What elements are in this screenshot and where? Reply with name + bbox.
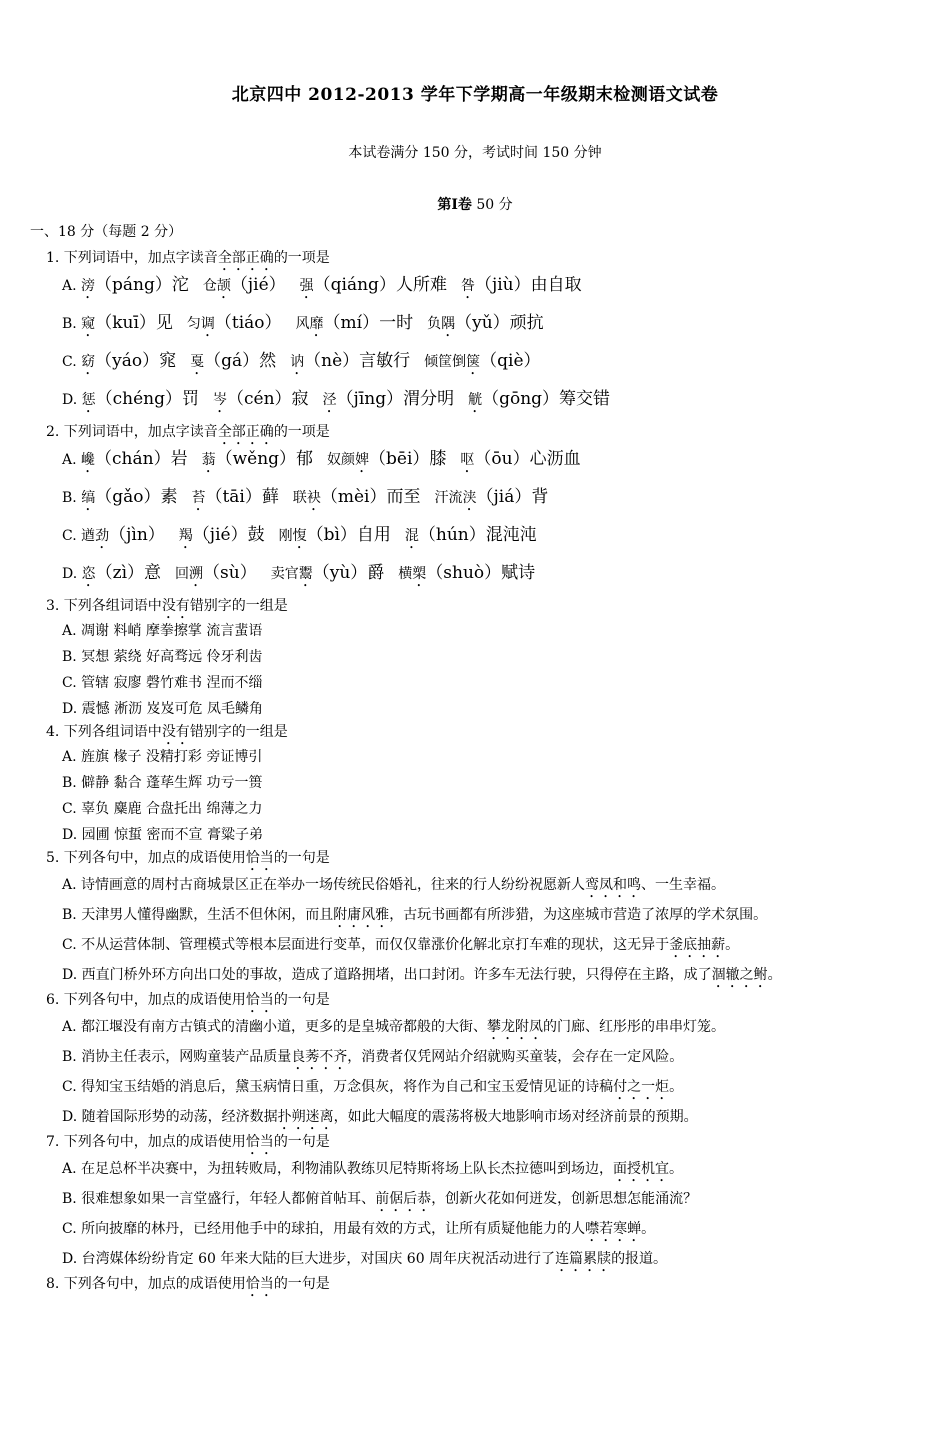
question-5-option-b: B. 天津男人懂得幽默，生活不但休闲，而且附庸风雅，古玩书画都有所涉猎，为这座城市营造了浓厚的学术氛围。: [62, 907, 768, 923]
question-4-stem: 4. 下列各组词语中没有错别字的一组是: [46, 724, 288, 740]
question-4-option-d: D. 园圃 惊蜇 密而不宣 膏粱子弟: [62, 827, 263, 843]
question-1-option-d: D. 惩（chéng）罚 岑（cén）寂 泾（jīng）渭分明 觥（gōng）筹交错: [62, 389, 611, 409]
question-1-option-c: C. 窈（yáo）窕 戛（gá）然 讷（nè）言敏行 倾筐倒箧（qiè）: [62, 351, 541, 371]
question-2-option-b: B. 缟（gǎo）素 苔（tāi）藓 联袂（mèi）而至 汗流浃（jiá）背: [62, 487, 549, 507]
question-6-stem: 6. 下列各句中，加点的成语使用恰当的一句是: [46, 992, 330, 1008]
question-5-stem: 5. 下列各句中，加点的成语使用恰当的一句是: [46, 850, 330, 866]
question-5-option-d: D. 西直门桥外环方向出口处的事故，造成了道路拥堵，出口封闭。许多车无法行驶，只得停在主路，成了涸辙之鲋。: [62, 967, 782, 983]
question-2-option-c: C. 遒劲（jìn） 羯（jié）鼓 刚愎（bì）自用 混（hún）混沌沌: [62, 525, 537, 545]
question-8-stem: 8. 下列各句中，加点的成语使用恰当的一句是: [46, 1276, 330, 1292]
question-3-option-a: A. 凋谢 料峭 摩拳擦掌 流言蜚语: [62, 623, 263, 639]
question-4-option-a: A. 旌旗 椽子 没精打彩 旁证博引: [62, 749, 263, 765]
question-4-option-c: C. 辜负 麋鹿 合盘托出 绵薄之力: [62, 801, 263, 817]
question-2-stem: 2. 下列词语中，加点字读音全部正确的一项是: [46, 424, 330, 440]
question-3-option-b: B. 冥想 萦绕 好高骛远 伶牙利齿: [62, 649, 263, 665]
question-1-option-a: A. 滂（páng）沱 仓颉（jié） 强（qiáng）人所难 咎（jiù）由自取: [62, 275, 582, 295]
question-6-option-c: C. 得知宝玉结婚的消息后，黛玉病情日重，万念俱灰，将作为自己和宝玉爱情见证的诗稿付之一炬。: [62, 1079, 684, 1095]
question-7-stem: 7. 下列各句中，加点的成语使用恰当的一句是: [46, 1134, 330, 1150]
question-5-option-c: C. 不从运营体制、管理模式等根本层面进行变革，而仅仅靠涨价化解北京打车难的现状，这无异于釜底抽薪。: [62, 937, 740, 953]
question-6-option-b: B. 消协主任表示，网购童装产品质量良莠不齐，消费者仅凭网站介绍就购买童装，会存在一定风险。: [62, 1049, 684, 1065]
question-6-option-a: A. 都江堰没有南方古镇式的清幽小道，更多的是皇城帝都般的大街、攀龙附凤的门廊、红彤彤的串串灯笼。: [62, 1019, 726, 1035]
question-1-option-b: B. 窥（kuī）见 匀调（tiáo） 风靡（mí）一时 负隅（yǔ）顽抗: [62, 313, 544, 333]
part-heading: [0, 194, 950, 214]
question-2-option-d: D. 恣（zì）意 回溯（sù） 卖官鬻（yù）爵 横槊（shuò）赋诗: [62, 563, 536, 583]
question-1-stem: 1. 下列词语中，加点字读音全部正确的一项是: [46, 250, 330, 266]
question-7-option-d: D. 台湾媒体纷纷肯定 60 年来大陆的巨大进步，对国庆 60 周年庆祝活动进行了连篇累牍的报道。: [62, 1251, 668, 1267]
section-heading: 一、18 分（每题 2 分）: [30, 224, 183, 240]
question-5-option-a: A. 诗情画意的周村古商城景区正在举办一场传统民俗婚礼，往来的行人纷纷祝愿新人鸾凤和鸣、一生幸福。: [62, 877, 726, 893]
question-3-option-d: D. 震憾 淅沥 岌岌可危 凤毛鳞角: [62, 701, 263, 717]
part-score: 50 分: [476, 197, 513, 213]
question-7-option-a: A. 在足总杯半决赛中，为扭转败局，利物浦队教练贝尼特斯将场上队长杰拉德叫到场边，面授机宜。: [62, 1161, 684, 1177]
questions: [46, 248, 926, 1296]
question-3-option-c: C. 管辖 寂廖 磬竹难书 涅而不缁: [62, 675, 263, 691]
exam-subtitle: 本试卷满分 150 分，考试时间 150 分钟: [348, 145, 602, 161]
question-2-option-a: A. 巉（chán）岩 蓊（wěng）郁 奴颜婢（bēi）膝 呕（ōu）心沥血: [62, 449, 581, 469]
question-7-option-b: B. 很难想象如果一言堂盛行，年轻人都俯首帖耳、前倨后恭，创新火花如何迸发，创新思想怎能涌流？: [62, 1191, 698, 1207]
exam-title: 北京四中 2012-2013 学年下学期高一年级期末检测语文试卷: [231, 85, 719, 105]
question-4-option-b: B. 僻静 黏合 蓬荜生辉 功亏一篑: [62, 775, 263, 791]
question-7-option-c: C. 所向披靡的林丹，已经用他手中的球拍，用最有效的方式，让所有质疑他能力的人噤若寒蝉。: [62, 1221, 656, 1237]
question-3-stem: 3. 下列各组词语中没有错别字的一组是: [46, 598, 288, 614]
part-label: 第Ⅰ卷: [437, 197, 472, 213]
question-6-option-d: D. 随着国际形势的动荡，经济数据扑朔迷离，如此大幅度的震荡将极大地影响市场对经济前景的预期。: [62, 1109, 698, 1125]
